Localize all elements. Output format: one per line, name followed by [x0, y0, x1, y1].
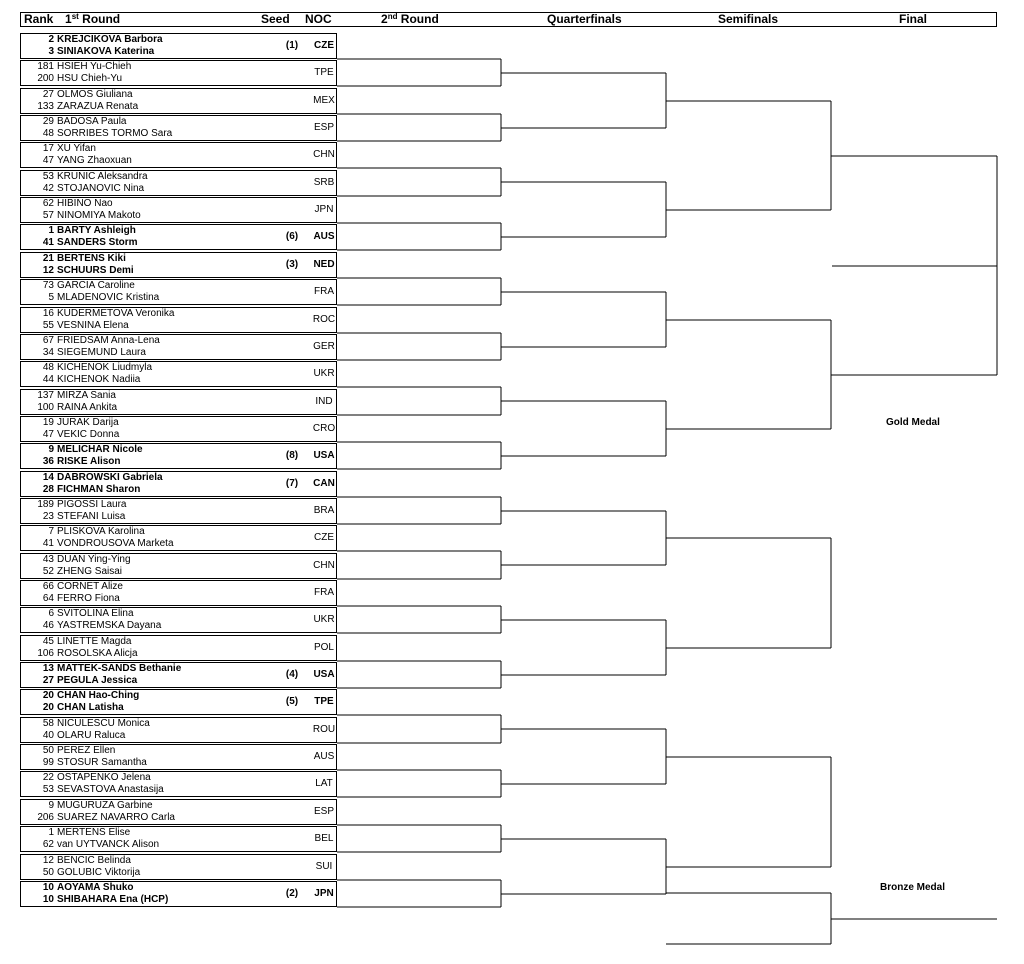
draw-entry	[20, 744, 337, 770]
player-name: ZHENG Saisai	[57, 566, 123, 577]
rank-value: 12	[42, 265, 54, 276]
draw-entry	[20, 635, 337, 661]
player-name: KUDERMETOVA Veronika	[57, 308, 175, 319]
rank-value: 10	[42, 894, 54, 905]
player-name: STEFANI Luisa	[57, 511, 126, 522]
seed-value	[277, 122, 307, 134]
player-name: ZARAZUA Renata	[57, 101, 139, 112]
seed-value	[277, 368, 307, 380]
rank-value: 36	[42, 456, 54, 467]
seed-value	[277, 724, 307, 736]
rank-value: 58	[42, 718, 54, 729]
noc-code: BEL	[314, 833, 334, 844]
seed-value	[277, 614, 307, 626]
player-name: BARTY Ashleigh	[57, 225, 136, 236]
rank-value: 27	[42, 89, 54, 100]
rank-value: 20	[42, 690, 54, 701]
player-name: DUAN Ying-Ying	[57, 554, 131, 565]
player-name: PEREZ Ellen	[57, 745, 116, 756]
seed-value	[277, 423, 307, 435]
draw-entry	[20, 307, 337, 333]
rank-value: 46	[42, 620, 54, 631]
noc-code: AUS	[313, 751, 335, 762]
noc-code: TPE	[314, 67, 334, 78]
noc-code: IND	[315, 396, 333, 407]
noc-code: JPN	[314, 204, 334, 215]
seed-value	[277, 806, 307, 818]
rank-value: 12	[42, 855, 54, 866]
draw-entry	[20, 525, 337, 551]
player-name: STOSUR Samantha	[57, 757, 147, 768]
player-name: SVITOLINA Elina	[57, 608, 134, 619]
draw-entry	[20, 580, 337, 606]
noc-code: FRA	[314, 286, 334, 297]
player-name: YASTREMSKA Dayana	[57, 620, 162, 631]
rank-value: 64	[42, 593, 54, 604]
seed-value: (8)	[285, 450, 299, 461]
player-name: SEVASTOVA Anastasija	[57, 784, 164, 795]
player-name: SORRIBES TORMO Sara	[57, 128, 173, 139]
player-name: FERRO Fiona	[57, 593, 120, 604]
player-name: MATTEK-SANDS Bethanie	[57, 663, 182, 674]
rank-value: 47	[42, 429, 54, 440]
rank-value: 189	[37, 499, 54, 510]
seed-value	[277, 314, 307, 326]
header-semifinals: Semifinals	[718, 12, 779, 26]
noc-code: ESP	[313, 806, 334, 817]
rank-value: 200	[37, 73, 54, 84]
draw-entry	[20, 252, 337, 278]
draw-entry	[20, 662, 337, 688]
player-name: MLADENOVIC Kristina	[57, 292, 160, 303]
draw-entry	[20, 826, 337, 852]
player-name: NICULESCU Monica	[57, 718, 150, 729]
player-name: SIEGEMUND Laura	[57, 347, 146, 358]
seed-value: (6)	[285, 231, 299, 242]
seed-value	[277, 861, 307, 873]
player-name: RAINA Ankita	[57, 402, 118, 413]
rank-value: 28	[42, 484, 54, 495]
draw-entry	[20, 197, 337, 223]
rank-value: 17	[42, 143, 54, 154]
player-name: YANG Zhaoxuan	[57, 155, 132, 166]
noc-code: ROC	[312, 314, 336, 325]
rank-value: 23	[42, 511, 54, 522]
noc-code: ESP	[313, 122, 334, 133]
noc-code: LAT	[315, 778, 333, 789]
rank-value: 9	[48, 444, 54, 455]
seed-value	[277, 587, 307, 599]
rank-value: 50	[42, 745, 54, 756]
rank-value: 5	[48, 292, 54, 303]
player-name: CHAN Hao-Ching	[57, 690, 140, 701]
player-name: MUGURUZA Garbine	[57, 800, 153, 811]
rank-value: 48	[42, 128, 54, 139]
noc-code: CRO	[312, 423, 336, 434]
player-name: OLMOS Giuliana	[57, 89, 133, 100]
rank-value: 9	[48, 800, 54, 811]
draw-entry	[20, 88, 337, 114]
draw-entry	[20, 799, 337, 825]
player-name: BENCIC Belinda	[57, 855, 131, 866]
header-rank: Rank	[24, 12, 54, 26]
player-name: OSTAPENKO Jelena	[57, 772, 151, 783]
noc-code: SUI	[315, 861, 333, 872]
rank-value: 41	[42, 237, 54, 248]
player-name: NINOMIYA Makoto	[57, 210, 141, 221]
noc-code: TPE	[314, 696, 334, 707]
seed-value: (5)	[285, 696, 299, 707]
seed-value	[277, 177, 307, 189]
player-name: GOLUBIC Viktorija	[57, 867, 141, 878]
seed-value: (7)	[285, 478, 299, 489]
gold-medal-label: Gold Medal	[886, 417, 940, 428]
draw-entry	[20, 334, 337, 360]
player-name: VONDROUSOVA Marketa	[57, 538, 174, 549]
bronze-medal-label: Bronze Medal	[880, 882, 946, 893]
rank-value: 52	[42, 566, 54, 577]
player-name: SUAREZ NAVARRO Carla	[57, 812, 175, 823]
rank-value: 62	[42, 839, 54, 850]
rank-value: 40	[42, 730, 54, 741]
player-name: PLISKOVA Karolina	[57, 526, 145, 537]
player-name: FICHMAN Sharon	[57, 484, 141, 495]
rank-value: 44	[42, 374, 54, 385]
noc-code: NED	[313, 259, 335, 270]
player-name: PIGOSSI Laura	[57, 499, 127, 510]
rank-value: 13	[42, 663, 54, 674]
draw-entry	[20, 33, 337, 59]
rank-value: 45	[42, 636, 54, 647]
rank-value: 10	[42, 882, 54, 893]
draw-entry	[20, 416, 337, 442]
draw-entry	[20, 361, 337, 387]
noc-code: USA	[313, 450, 335, 461]
seed-value	[277, 532, 307, 544]
noc-code: CZE	[314, 40, 334, 51]
rank-value: 27	[42, 675, 54, 686]
draw-entry	[20, 60, 337, 86]
player-name: JURAK Darija	[57, 417, 119, 428]
seed-value: (1)	[285, 40, 299, 51]
rank-value: 22	[42, 772, 54, 783]
draw-entry	[20, 224, 337, 250]
rank-value: 57	[42, 210, 54, 221]
player-name: BERTENS Kiki	[57, 253, 126, 264]
header-noc: NOC	[305, 12, 332, 26]
seed-value	[277, 396, 307, 408]
seed-value	[277, 560, 307, 572]
rank-value: 34	[42, 347, 54, 358]
rank-value: 29	[42, 116, 54, 127]
noc-code: AUS	[313, 231, 335, 242]
rank-value: 106	[37, 648, 54, 659]
seed-value	[277, 778, 307, 790]
player-name: XU Yifan	[57, 143, 96, 154]
player-name: DABROWSKI Gabriela	[57, 472, 163, 483]
noc-code: UKR	[313, 368, 335, 379]
draw-entry	[20, 771, 337, 797]
rank-value: 62	[42, 198, 54, 209]
noc-code: MEX	[313, 95, 335, 106]
seed-value	[277, 341, 307, 353]
player-name: CHAN Latisha	[57, 702, 124, 713]
rank-value: 53	[42, 784, 54, 795]
rank-value: 133	[37, 101, 54, 112]
rank-value: 137	[37, 390, 54, 401]
seed-value	[277, 204, 307, 216]
noc-code: POL	[313, 642, 334, 653]
rank-value: 50	[42, 867, 54, 878]
player-name: HSIEH Yu-Chieh	[57, 61, 132, 72]
rank-value: 7	[48, 526, 54, 537]
player-name: CORNET Alize	[57, 581, 123, 592]
seed-value	[277, 642, 307, 654]
seed-value	[277, 95, 307, 107]
draw-entry	[20, 115, 337, 141]
rank-value: 48	[42, 362, 54, 373]
draw-entry	[20, 142, 337, 168]
player-name: KRUNIC Aleksandra	[57, 171, 148, 182]
player-name: SINIAKOVA Katerina	[57, 46, 155, 57]
rank-value: 99	[42, 757, 54, 768]
player-name: RISKE Alison	[57, 456, 121, 467]
player-name: HIBINO Nao	[57, 198, 113, 209]
rank-value: 73	[42, 280, 54, 291]
noc-code: CZE	[314, 532, 334, 543]
player-name: MELICHAR Nicole	[57, 444, 143, 455]
player-name: FRIEDSAM Anna-Lena	[57, 335, 160, 346]
rank-value: 19	[42, 417, 54, 428]
rank-value: 43	[42, 554, 54, 565]
player-name: LINETTE Magda	[57, 636, 132, 647]
rank-value: 67	[42, 335, 54, 346]
draw-entry	[20, 498, 337, 524]
rank-value: 1	[48, 225, 54, 236]
draw-entry	[20, 607, 337, 633]
player-name: PEGULA Jessica	[57, 675, 138, 686]
noc-code: CAN	[313, 478, 335, 489]
seed-value	[277, 833, 307, 845]
draw-entry	[20, 553, 337, 579]
rank-value: 47	[42, 155, 54, 166]
player-name: AOYAMA Shuko	[57, 882, 134, 893]
player-name: BADOSA Paula	[57, 116, 127, 127]
noc-code: FRA	[314, 587, 334, 598]
player-name: VESNINA Elena	[57, 320, 129, 331]
noc-code: JPN	[314, 888, 334, 899]
seed-value	[277, 149, 307, 161]
rank-value: 55	[42, 320, 54, 331]
noc-code: GER	[313, 341, 335, 352]
rank-value: 100	[37, 402, 54, 413]
player-name: GARCIA Caroline	[57, 280, 135, 291]
rank-value: 53	[42, 171, 54, 182]
rank-value: 206	[37, 812, 54, 823]
rank-value: 2	[48, 34, 54, 45]
draw-entry	[20, 854, 337, 880]
rank-value: 3	[48, 46, 54, 57]
draw-entry	[20, 881, 337, 907]
draw-entry	[20, 689, 337, 715]
noc-code: CHN	[313, 560, 335, 571]
rank-value: 42	[42, 183, 54, 194]
player-name: van UYTVANCK Alison	[57, 839, 160, 850]
rank-value: 16	[42, 308, 54, 319]
noc-code: USA	[313, 669, 335, 680]
noc-code: UKR	[313, 614, 335, 625]
player-name: OLARU Raluca	[57, 730, 126, 741]
seed-value: (4)	[285, 669, 299, 680]
rank-value: 66	[42, 581, 54, 592]
seed-value	[277, 67, 307, 79]
player-name: SHIBAHARA Ena (HCP)	[57, 894, 169, 905]
draw-entry	[20, 471, 337, 497]
player-name: HSU Chieh-Yu	[57, 73, 123, 84]
header-final: Final	[899, 12, 928, 26]
seed-value	[277, 505, 307, 517]
noc-code: BRA	[313, 505, 335, 516]
player-name: VEKIC Donna	[57, 429, 120, 440]
draw-entry	[20, 717, 337, 743]
seed-value	[277, 286, 307, 298]
draw-entry	[20, 279, 337, 305]
seed-value: (2)	[285, 888, 299, 899]
player-name: KREJCIKOVA Barbora	[57, 34, 163, 45]
seed-value	[277, 751, 307, 763]
player-name: STOJANOVIC Nina	[57, 183, 145, 194]
header-seed: Seed	[261, 12, 290, 26]
rank-value: 1	[48, 827, 54, 838]
rank-value: 41	[42, 538, 54, 549]
player-name: KICHENOK Nadiia	[57, 374, 141, 385]
rank-value: 181	[37, 61, 54, 72]
noc-code: SRB	[313, 177, 335, 188]
draw-entry	[20, 170, 337, 196]
player-name: ROSOLSKA Alicja	[57, 648, 138, 659]
noc-code: ROU	[312, 724, 336, 735]
rank-value: 6	[48, 608, 54, 619]
noc-code: CHN	[313, 149, 335, 160]
rank-value: 21	[42, 253, 54, 264]
player-name: KICHENOK Liudmyla	[57, 362, 153, 373]
header-second-round: 2nd Round	[381, 12, 439, 26]
player-name: SANDERS Storm	[57, 237, 138, 248]
header-first-round: 1st Round	[65, 12, 121, 26]
player-name: MERTENS Elise	[57, 827, 131, 838]
player-name: SCHUURS Demi	[57, 265, 134, 276]
rank-value: 20	[42, 702, 54, 713]
draw-entry	[20, 443, 337, 469]
player-name: MIRZA Sania	[57, 390, 116, 401]
seed-value: (3)	[285, 259, 299, 270]
draw-entry	[20, 389, 337, 415]
rank-value: 14	[42, 472, 54, 483]
header-quarterfinals: Quarterfinals	[547, 12, 622, 26]
